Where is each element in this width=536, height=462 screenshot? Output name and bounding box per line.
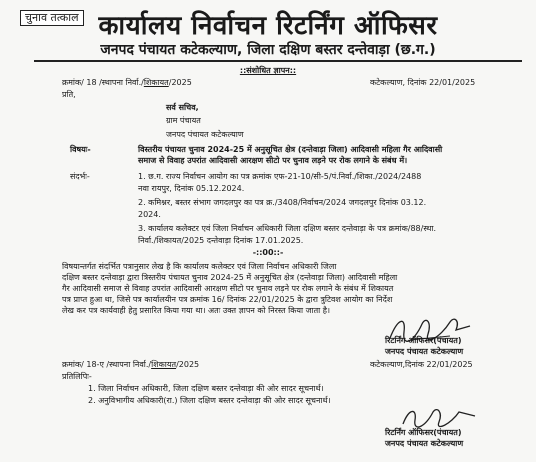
copy-item-1: 1. जिला निर्वाचन अधिकारी, जिला दक्षिण बस्तर दन्तेवाड़ा की ओर सादर सूचनार्थ।: [88, 384, 324, 393]
ref-prefix: क्रमांक/ 18 /स्थापना निर्वा./: [62, 78, 144, 87]
subject-label: विषयः-: [70, 145, 91, 154]
subject-line-1: विस्तरीय पंचायत चुनाव 2024-25 में अनुसूचित क्षेत्र (दन्तेवाड़ा जिला) आदिवासी महिला गैर आदिवासी: [138, 145, 443, 154]
notice-label: ::संशोधित ज्ञापन::: [239, 66, 297, 75]
separator: -::00::-: [252, 248, 284, 257]
reference-3b: निर्वा./शिकायत/2025 दन्तेवाड़ा दिनांक 17.01.2025.: [138, 236, 304, 245]
body-line-4: पत्र प्राप्त हुआ था, जिसे पत्र कार्यालयीन पत्र क्रमांक 16/ दिनांक 22/01/2025 के द्वारा त्रुटिवश आयोग का निर्देश: [62, 295, 393, 304]
recipient-line-3: जनपद पंचायत कटेकल्याण: [166, 130, 244, 139]
header-rule: [34, 60, 522, 62]
subject-line-2: समाज से विवाह उपरांत आदिवासी आरक्षण सीटो पर चुनाव लड़ने पर रोक लगाने के संबंध में।: [138, 156, 408, 165]
recipient-line-2: ग्राम पंचायत: [166, 116, 201, 125]
copy-item-2: 2. अनुविभागीय अधिकारी(रा.) जिला दक्षिण बस्तर दन्तेवाड़ा की ओर सादर सूचनार्थ।: [88, 396, 331, 405]
reference-2b: 2024.: [138, 210, 161, 219]
ref-prefix: क्रमांक/ 18-ए /स्थापना निर्वा./: [62, 360, 152, 369]
reference-2a: 2. कमिश्नर, बस्तर संभाग जगदलपुर का पत्र क्र./3408/निर्वाचन/2024 जगदलपुर दिनांक 03.12.: [138, 198, 427, 207]
ref-underlined: शिकायत: [151, 360, 177, 369]
office-title: कार्यालय निर्वाचन रिटर्निंग ऑफिसर: [98, 11, 438, 41]
ref-suffix: /2025: [168, 78, 192, 87]
letter2-place-date: कटेकल्याण,दिनांक 22/01/2025: [370, 360, 473, 369]
recipient-line-1: सर्व सचिव,: [166, 103, 199, 112]
body-line-5: लेख कर पत्र कार्यवाही हेतु प्रसारित किया गया था। अतः उक्त ज्ञापन को निरस्त किया जाता है।: [62, 306, 331, 315]
letter1-place-date: कटेकल्याण, दिनांक 22/01/2025: [370, 78, 476, 87]
body-line-3: गैर आदिवासी समाज से विवाह उपरांत आदिवासी आरक्षण सीटो पर चुनाव लड़ने पर रोक लगाने के संबंध में शिकायत: [62, 284, 394, 293]
signatory-1-office: जनपद पंचायत कटेकल्याण: [385, 347, 464, 356]
body-line-1: विषयान्तर्गत संदर्भित पत्रानुसार लेख है कि कार्यालय कलेक्टर एवं जिला निर्वाचन अधिकारी जिला: [62, 262, 337, 271]
copy-label: प्रतिलिपिः-: [62, 372, 92, 381]
signatory-1-title: रिटर्निंग ऑफिसर(पंचायत): [385, 336, 462, 345]
ref-suffix: /2025: [176, 360, 200, 369]
reference-3a: 3. कार्यालय कलेक्टर एवं जिला निर्वाचन अधिकारी जिला दक्षिण बस्तर दन्तेवाड़ा के पत्र क्रमांक/88/स्था.: [138, 224, 437, 233]
signatory-2-title: रिटर्निंग ऑफिसर(पंचायत): [385, 428, 462, 437]
to-label: प्रति,: [62, 90, 76, 99]
letter1-reference: [62, 78, 192, 88]
stamp-label: चुनाव तत्काल: [20, 10, 84, 26]
reference-label: संदर्भः-: [70, 172, 90, 181]
signatory-2-office: जनपद पंचायत कटेकल्याण: [385, 439, 464, 448]
reference-1a: 1. छ.ग. राज्य निर्वाचन आयोग का पत्र क्रमांक एफ-21-10/सी-5/पं.निर्वा./शिका./2024/2488: [138, 172, 422, 181]
body-line-2: दक्षिण बस्तर दन्तेवाड़ा द्वारा त्रिस्तरीय पंचायत चुनाव 2024-25 में अनुसूचित क्षेत्र (दन्तेवाड़ा जिला) आदिवासी महिला: [62, 273, 398, 282]
ref-underlined: शिकायत: [143, 78, 169, 87]
office-subtitle: जनपद पंचायत कटेकल्याण, जिला दक्षिण बस्तर दन्तेवाड़ा (छ.ग.): [100, 42, 436, 58]
reference-1b: नवा रायपुर, दिनांक 05.12.2024.: [138, 184, 245, 193]
letter2-reference: [62, 360, 199, 370]
